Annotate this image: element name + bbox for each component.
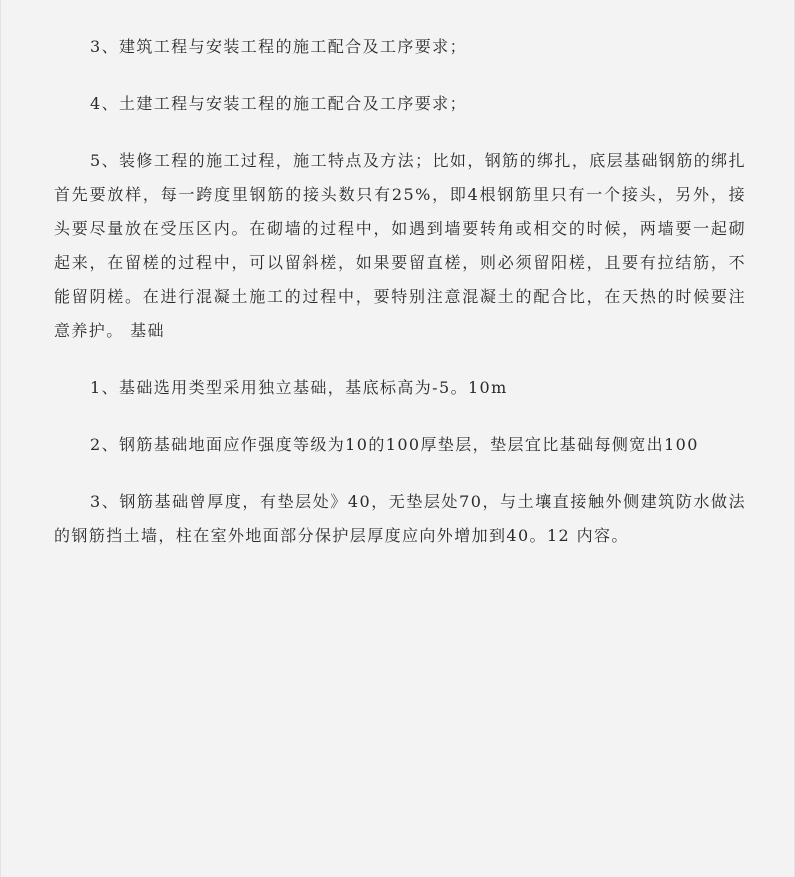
paragraph-civil-installation: 4、土建工程与安装工程的施工配合及工序要求； — [90, 94, 467, 113]
paragraph-cover-thickness: 3、钢筋基础曾厚度，有垫层处》40，无垫层处70，与土壤直接触外侧建筑防水做法的钢筋挡土墙，柱在室外地面部分保护层厚度应向外增加到40。12 内容。 — [54, 492, 746, 545]
paragraph-cushion-layer: 2、钢筋基础地面应作强度等级为10的100厚垫层，垫层宜比基础每侧宽出100 — [90, 435, 699, 454]
paragraph-foundation-type: 1、基础选用类型采用独立基础，基底标高为-5。10m — [90, 378, 508, 397]
paragraph-decoration-process: 5、装修工程的施工过程，施工特点及方法；比如，钢筋的绑扎，底层基础钢筋的绑扎首先要放样，每一跨度里钢筋的接头数只有25%，即4根钢筋里只有一个接头，另外，接头要尽量放在受压区内。在砌墙的过程中，如遇到墙要转角或相交的时候，两墙要一起砌起来，在留槎的过程中，可以留斜槎，如果要留直槎，则必须留阳槎，且要有拉结筋，不能留阴槎。在进行混凝土施工的过程中，要特别注意混凝土的配合比，在天热的时候要注意养护。 基础 — [54, 151, 746, 340]
document-body — [54, 30, 746, 576]
paragraph-building-installation: 3、建筑工程与安装工程的施工配合及工序要求； — [90, 37, 467, 56]
